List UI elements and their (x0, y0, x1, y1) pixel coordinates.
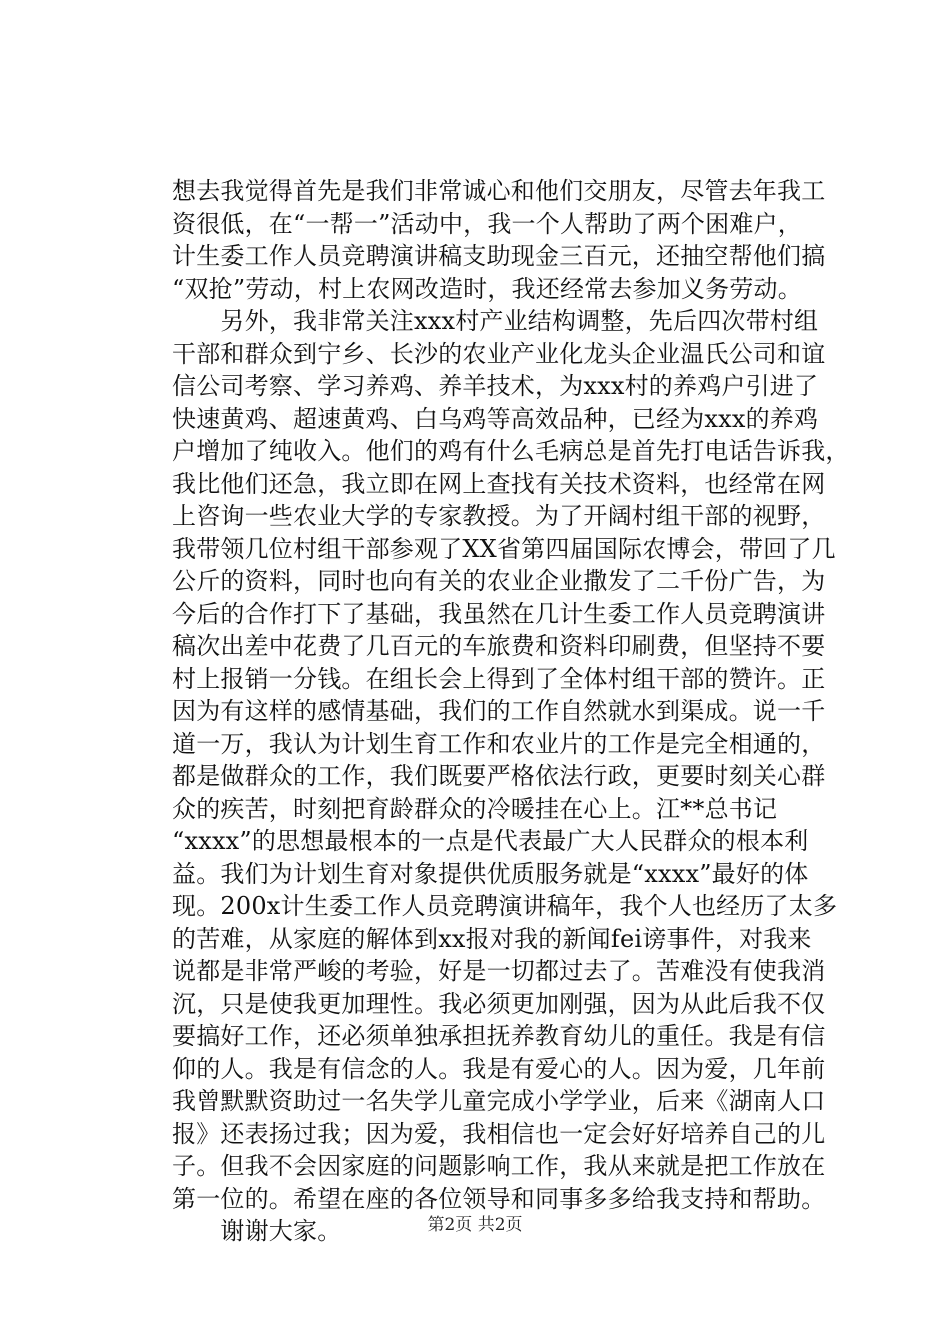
text-line: 都是做群众的工作，我们既要严格依法行政，更要时刻关心群 (172, 762, 826, 790)
text-line: 沉，只是使我更加理性。我必须更加刚强，因为从此后我不仅 (172, 989, 826, 1018)
text-line: 第一位的。希望在座的各位领导和同事多多给我支持和帮助。 (172, 1184, 826, 1213)
page-footer (0, 1210, 950, 1235)
text-line: 信公司考察、学习养鸡、养羊技术，为xxx村的养鸡户引进了 (172, 372, 819, 400)
text-line: 村上报销一分钱。在组长会上得到了全体村组干部的赞许。正 (172, 664, 826, 693)
text-line: “双抢”劳动，村上农网改造时，我还经常去参加义务劳动。 (172, 274, 802, 303)
text-line: 想去我觉得首先是我们非常诚心和他们交朋友，尽管去年我工 (172, 177, 826, 205)
text-line: 我带领几位村组干部参观了XX省第四届国际农博会，带回了几 (172, 534, 836, 563)
document-body (172, 175, 850, 1248)
text-line: 资很低，在“一帮一”活动中，我一个人帮助了两个困难户， (172, 209, 802, 238)
text-line: 要搞好工作，还必须单独承担抚养教育幼儿的重任。我是有信 (172, 1022, 826, 1050)
text-line: 另外，我非常关注xxx村产业结构调整，先后四次带村组 (172, 307, 819, 335)
text-line: 公斤的资料，同时也向有关的农业企业撒发了二千份广告，为 (172, 567, 826, 595)
text-line: 我比他们还急，我立即在网上查找有关技术资料，也经常在网 (172, 469, 826, 498)
text-line: 今后的合作打下了基础，我虽然在几计生委工作人员竞聘演讲 (172, 599, 826, 628)
text-line: 益。我们为计划生育对象提供优质服务就是“xxxx”最好的体 (172, 859, 809, 888)
text-line: 户增加了纯收入。他们的鸡有什么毛病总是首先打电话告诉我， (172, 437, 850, 465)
text-line: 谢谢大家。 (172, 1217, 342, 1245)
text-line: 仰的人。我是有信念的人。我是有爱心的人。因为爱，几年前 (172, 1054, 826, 1083)
text-line: 报》还表扬过我；因为爱，我相信也一定会好好培养自己的儿 (172, 1119, 826, 1148)
text-line: 计生委工作人员竞聘演讲稿支助现金三百元，还抽空帮他们搞 (172, 242, 826, 270)
text-line: 子。但我不会因家庭的问题影响工作，我从来就是把工作放在 (172, 1152, 826, 1180)
text-line: 现。200x计生委工作人员竞聘演讲稿年，我个人也经历了太多 (172, 892, 838, 920)
text-line: 因为有这样的感情基础，我们的工作自然就水到渠成。说一千 (172, 697, 826, 725)
text-line: “xxxx”的思想最根本的一点是代表最广大人民群众的根本利 (172, 827, 809, 855)
text-line: 众的疾苦，时刻把育龄群众的冷暖挂在心上。江**总书记 (172, 794, 778, 823)
text-line: 的苦难，从家庭的解体到xx报对我的新闻fei谤事件，对我来 (172, 924, 812, 953)
text-line: 上咨询一些农业大学的专家教授。为了开阔村组干部的视野， (172, 502, 826, 530)
text-line: 道一万，我认为计划生育工作和农业片的工作是完全相通的， (172, 729, 826, 758)
text-line: 干部和群众到宁乡、长沙的农业产业化龙头企业温氏公司和谊 (172, 339, 826, 368)
text-line: 快速黄鸡、超速黄鸡、白乌鸡等高效品种，已经为xxx的养鸡 (172, 404, 819, 433)
text-line: 我曾默默资助过一名失学儿童完成小学学业，后来《湖南人口 (172, 1087, 826, 1115)
text-line: 稿次出差中花费了几百元的车旅费和资料印刷费，但坚持不要 (172, 632, 826, 660)
page-number: 第2页 共2页 (427, 1215, 523, 1235)
text-line: 说都是非常严峻的考验，好是一切都过去了。苦难没有使我消 (172, 957, 826, 985)
